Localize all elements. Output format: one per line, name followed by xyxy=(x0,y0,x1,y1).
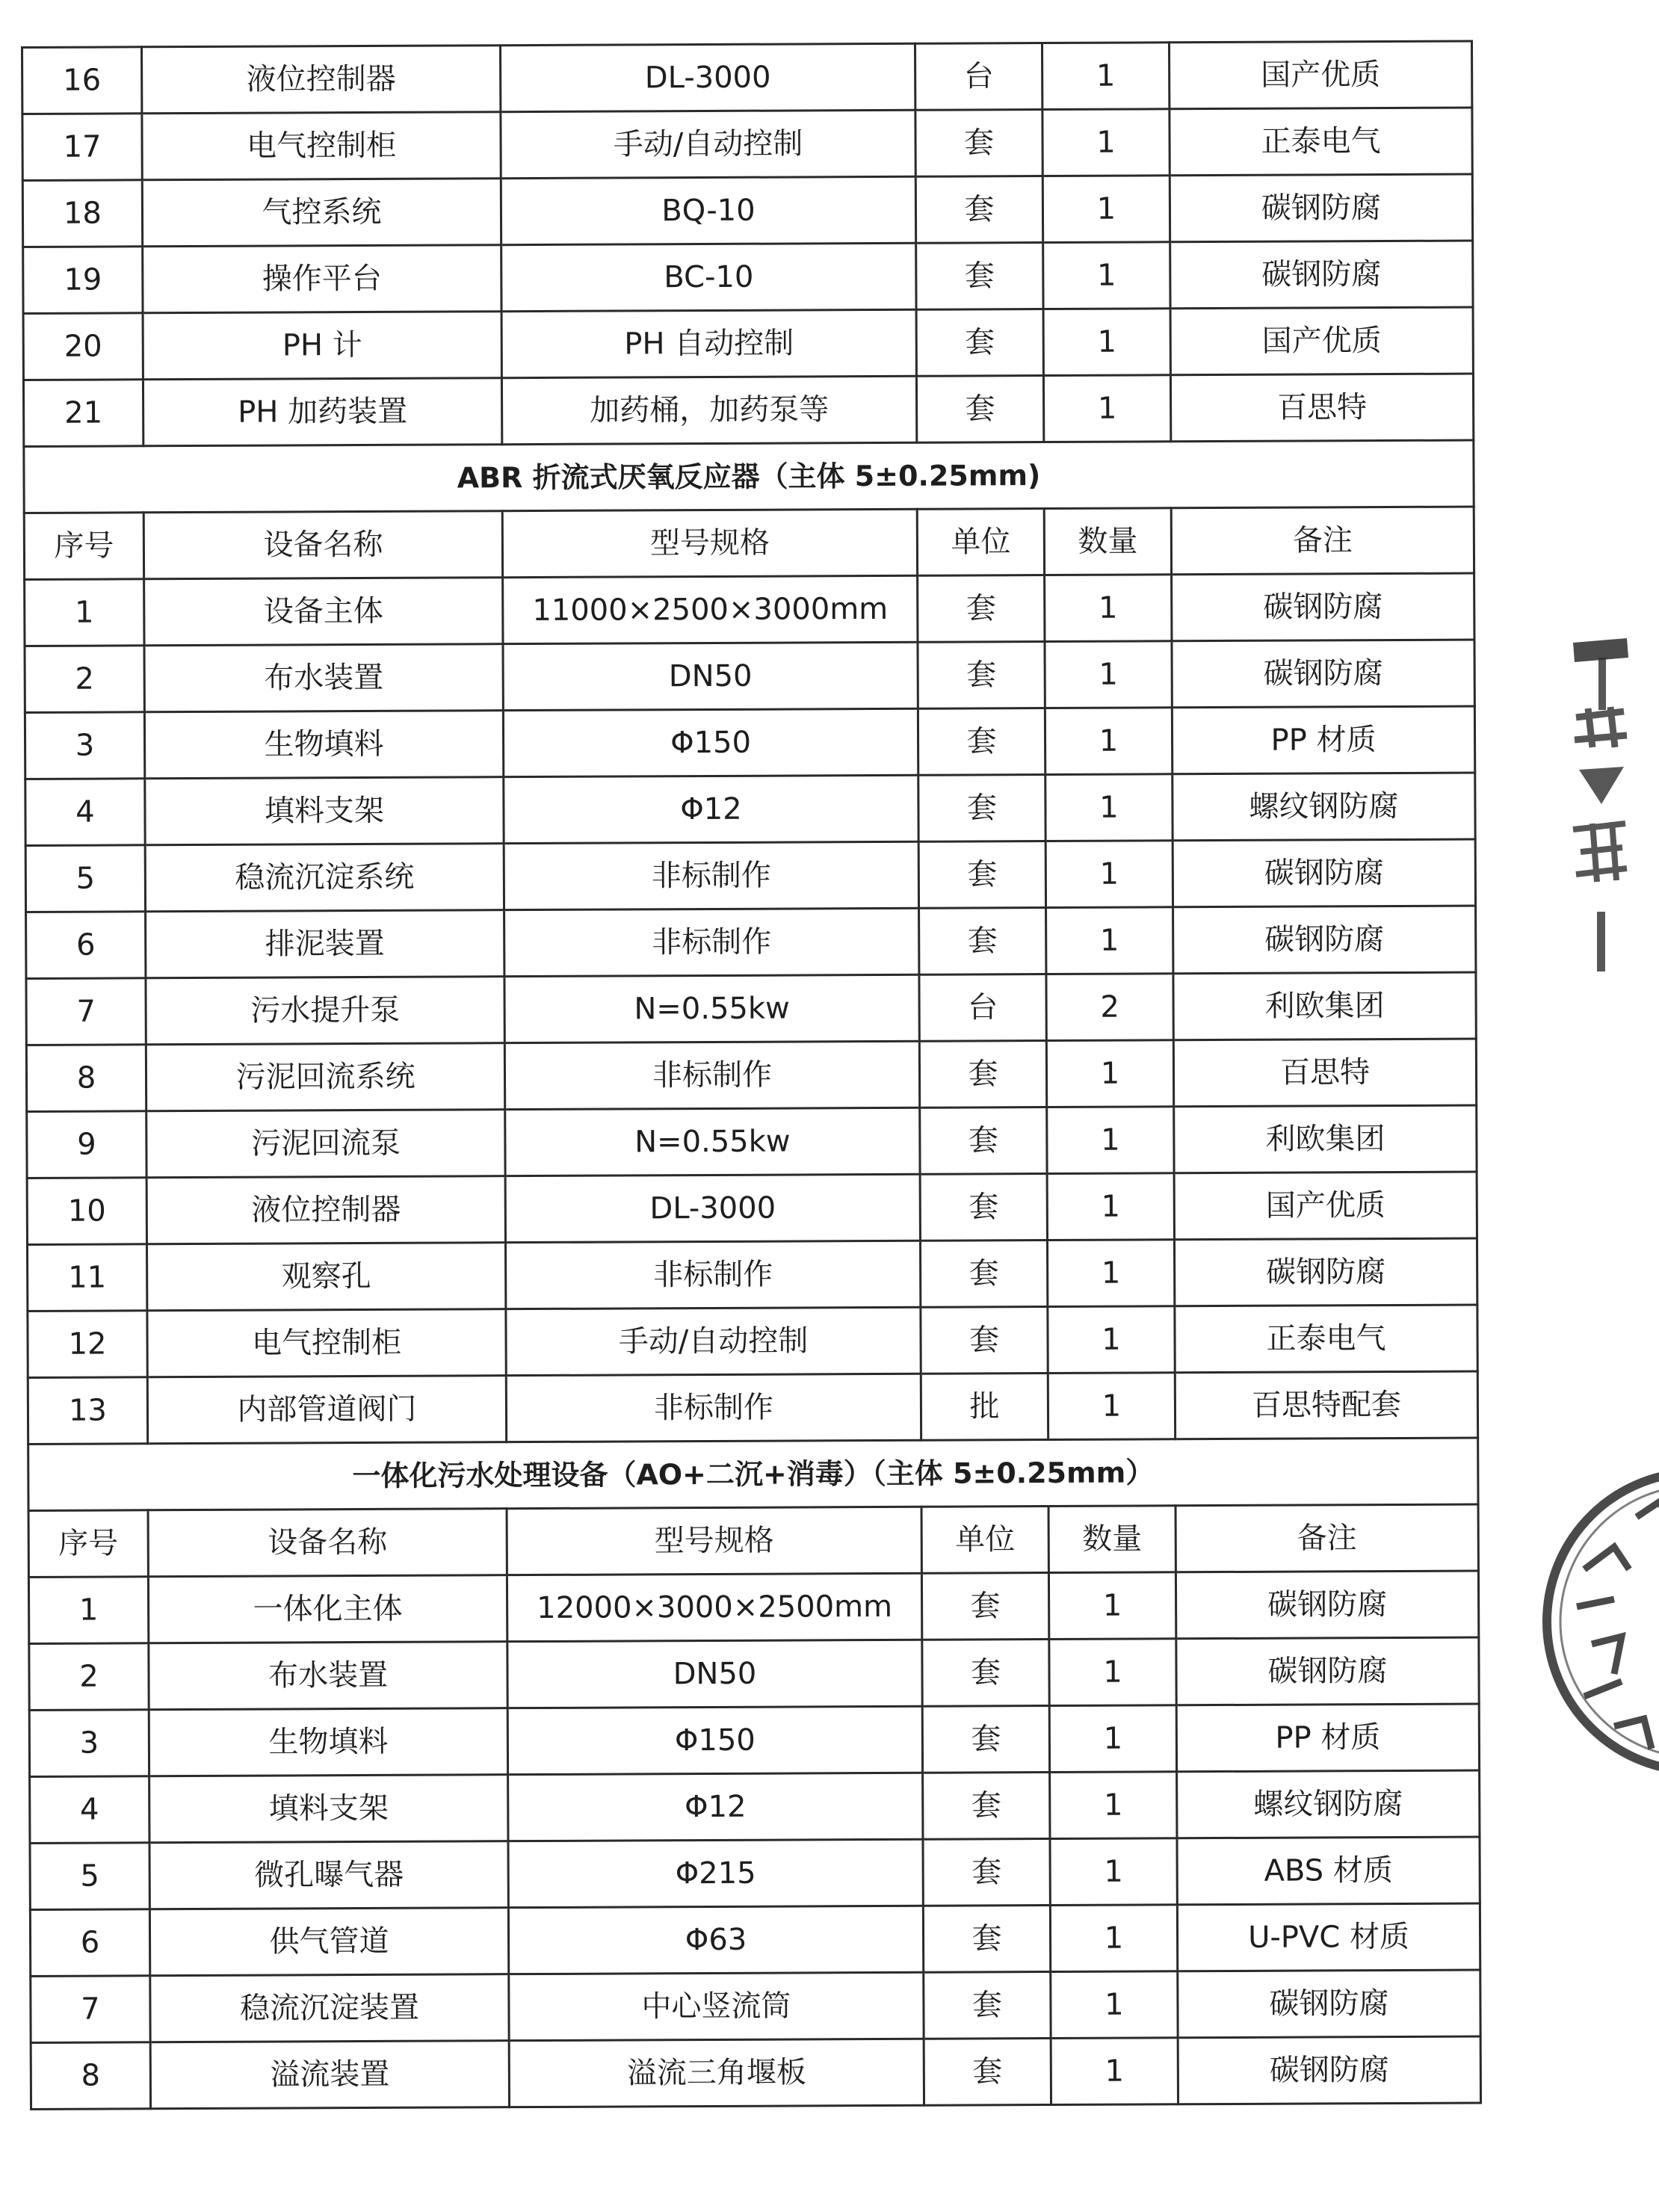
cell-index: 13 xyxy=(28,1377,147,1445)
cell-index: 2 xyxy=(25,646,144,713)
cell-unit: 套 xyxy=(918,708,1045,776)
cell-unit: 批 xyxy=(921,1374,1048,1441)
side-stamp xyxy=(1558,628,1640,986)
cell-name: 污泥回流系统 xyxy=(146,1043,504,1111)
cell-index: 16 xyxy=(22,47,142,114)
table-row xyxy=(28,1305,1477,1377)
cell-remark: 利欧集团 xyxy=(1174,1105,1477,1173)
cell-qty: 1 xyxy=(1042,109,1170,176)
cell-name: 气控系统 xyxy=(142,179,501,247)
cell-index: 12 xyxy=(28,1311,147,1378)
cell-qty: 1 xyxy=(1046,907,1173,974)
cell-qty: 1 xyxy=(1042,43,1169,110)
cell-qty: 1 xyxy=(1045,774,1173,841)
cell-name: PH 计 xyxy=(143,312,501,380)
cell-unit: 套 xyxy=(924,2039,1051,2106)
cell-unit: 台 xyxy=(915,43,1042,111)
cell-qty: 1 xyxy=(1042,176,1170,243)
equipment-table xyxy=(21,40,1482,2110)
cell-name: 电气控制柜 xyxy=(147,1309,506,1377)
cell-name: 内部管道阀门 xyxy=(147,1376,506,1444)
header-cell-spec: 型号规格 xyxy=(502,509,917,577)
cell-unit: 套 xyxy=(918,575,1045,643)
cell-index: 1 xyxy=(25,579,144,646)
cell-remark: U-PVC 材质 xyxy=(1177,1903,1480,1971)
cell-spec: DL-3000 xyxy=(501,43,915,111)
cell-unit: 套 xyxy=(920,1107,1047,1175)
table-row xyxy=(22,174,1472,247)
cell-unit: 套 xyxy=(923,1906,1050,1973)
cell-spec: Φ63 xyxy=(508,1906,923,1974)
cell-remark: 百思特配套 xyxy=(1175,1371,1477,1439)
cell-unit: 套 xyxy=(916,376,1043,443)
cell-qty: 1 xyxy=(1047,1107,1174,1174)
cell-name: 生物填料 xyxy=(144,711,503,779)
cell-spec: DL-3000 xyxy=(505,1174,920,1242)
cell-qty: 1 xyxy=(1050,1772,1177,1839)
cell-name: 电气控制柜 xyxy=(142,112,501,180)
cell-index: 17 xyxy=(22,114,142,181)
cell-remark: 碳钢防腐 xyxy=(1170,174,1472,242)
header-cell-spec: 型号规格 xyxy=(507,1507,921,1575)
cell-qty: 1 xyxy=(1051,2038,1178,2105)
table-row xyxy=(25,706,1474,779)
cell-qty: 1 xyxy=(1043,309,1170,376)
cell-name: 操作平台 xyxy=(143,245,501,313)
cell-spec: BQ-10 xyxy=(501,176,915,244)
table-row xyxy=(31,1970,1480,2042)
cell-qty: 1 xyxy=(1043,375,1170,442)
table-row xyxy=(27,1105,1477,1178)
cell-unit: 套 xyxy=(919,908,1046,975)
cell-remark: 利欧集团 xyxy=(1173,972,1476,1040)
cell-index: 2 xyxy=(29,1643,149,1711)
table-row xyxy=(25,573,1474,646)
cell-spec: N=0.55kw xyxy=(504,974,919,1042)
header-cell-unit: 单位 xyxy=(921,1507,1048,1574)
cell-unit: 套 xyxy=(922,1640,1049,1707)
cell-qty: 1 xyxy=(1049,1705,1176,1773)
section-title-row xyxy=(24,440,1474,513)
cell-name: 液位控制器 xyxy=(142,46,501,114)
cell-remark: 碳钢防腐 xyxy=(1172,573,1474,641)
header-cell-remark: 备注 xyxy=(1171,507,1474,575)
cell-index: 7 xyxy=(26,978,146,1045)
cell-spec: 非标制作 xyxy=(504,1041,919,1109)
table-row xyxy=(22,41,1472,114)
cell-name: 稳流沉淀系统 xyxy=(145,844,504,912)
cell-unit: 套 xyxy=(915,176,1042,244)
table-row xyxy=(23,374,1473,446)
cell-remark: 国产优质 xyxy=(1170,307,1473,375)
table-row xyxy=(30,1837,1480,1909)
cell-index: 1 xyxy=(28,1577,148,1644)
cell-index: 5 xyxy=(30,1843,149,1910)
table-row xyxy=(31,2036,1480,2109)
cell-unit: 套 xyxy=(920,1241,1047,1308)
cell-spec: 非标制作 xyxy=(506,1374,921,1442)
cell-qty: 1 xyxy=(1045,841,1173,908)
cell-qty: 1 xyxy=(1047,1240,1174,1307)
cell-index: 3 xyxy=(29,1710,149,1777)
cell-remark: 碳钢防腐 xyxy=(1178,2036,1480,2104)
cell-qty: 1 xyxy=(1048,1306,1175,1374)
cell-remark: 碳钢防腐 xyxy=(1178,1970,1480,2038)
cell-name: 污水提升泵 xyxy=(146,977,504,1045)
cell-qty: 1 xyxy=(1047,1173,1174,1241)
cell-qty: 1 xyxy=(1050,1838,1177,1906)
cell-remark: 碳钢防腐 xyxy=(1173,906,1476,974)
cell-remark: 碳钢防腐 xyxy=(1176,1637,1479,1705)
table-header-row xyxy=(24,507,1474,579)
cell-index: 8 xyxy=(26,1045,146,1112)
cell-unit: 套 xyxy=(919,1041,1046,1108)
cell-remark: 碳钢防腐 xyxy=(1174,1238,1477,1306)
cell-spec: Φ150 xyxy=(503,708,918,776)
company-seal xyxy=(1532,1457,1659,1786)
cell-remark: PP 材质 xyxy=(1176,1704,1479,1772)
cell-index: 8 xyxy=(31,2042,150,2110)
table-row xyxy=(27,1172,1477,1244)
table-row xyxy=(28,1571,1478,1643)
cell-name: 稳流沉淀装置 xyxy=(150,1974,509,2042)
table-row xyxy=(25,773,1475,845)
table-row xyxy=(29,1704,1479,1776)
cell-spec: 加药桶，加药泵等 xyxy=(501,376,916,444)
section-title: 一体化污水处理设备（AO+二沉+消毒）（主体 5±0.25mm） xyxy=(28,1438,1478,1510)
table-row xyxy=(27,1238,1477,1311)
cell-spec: 溢流三角堰板 xyxy=(509,2039,924,2107)
cell-remark: 百思特 xyxy=(1170,374,1473,442)
cell-unit: 套 xyxy=(921,1307,1048,1374)
section-title: ABR 折流式厌氧反应器（主体 5±0.25mm) xyxy=(24,440,1474,513)
cell-index: 19 xyxy=(23,247,143,314)
cell-unit: 套 xyxy=(920,1174,1047,1241)
header-cell-qty: 数量 xyxy=(1048,1506,1175,1573)
cell-remark: 碳钢防腐 xyxy=(1170,241,1473,309)
cell-name: 微孔曝气器 xyxy=(149,1841,508,1909)
header-cell-unit: 单位 xyxy=(917,509,1044,576)
cell-remark: 螺纹钢防腐 xyxy=(1177,1770,1480,1838)
table-row xyxy=(23,307,1473,380)
cell-unit: 套 xyxy=(915,110,1042,177)
cell-qty: 1 xyxy=(1046,1040,1173,1107)
table-row xyxy=(25,640,1474,712)
section-title-row xyxy=(28,1438,1478,1510)
cell-remark: 百思特 xyxy=(1173,1039,1476,1107)
cell-index: 10 xyxy=(27,1178,146,1245)
cell-unit: 套 xyxy=(918,841,1045,909)
cell-index: 9 xyxy=(27,1111,146,1178)
cell-name: 填料支架 xyxy=(145,777,504,845)
table-row xyxy=(23,241,1473,313)
cell-index: 4 xyxy=(25,779,145,846)
cell-qty: 1 xyxy=(1045,575,1172,642)
header-cell-remark: 备注 xyxy=(1175,1504,1478,1572)
cell-remark: 国产优质 xyxy=(1169,41,1471,109)
table-row xyxy=(26,972,1476,1045)
header-cell-index: 序号 xyxy=(24,513,143,580)
cell-spec: N=0.55kw xyxy=(505,1107,920,1175)
cell-spec: 11000×2500×3000mm xyxy=(503,575,918,643)
header-cell-index: 序号 xyxy=(28,1510,148,1578)
table-header-row xyxy=(28,1504,1478,1577)
cell-name: 设备主体 xyxy=(144,578,503,646)
cell-remark: 碳钢防腐 xyxy=(1172,640,1474,708)
header-cell-qty: 数量 xyxy=(1044,508,1171,575)
cell-spec: Φ12 xyxy=(508,1773,923,1841)
cell-index: 21 xyxy=(23,380,143,447)
cell-index: 5 xyxy=(25,845,145,912)
cell-spec: 非标制作 xyxy=(504,908,919,976)
cell-index: 11 xyxy=(27,1244,146,1312)
cell-remark: 碳钢防腐 xyxy=(1175,1571,1478,1639)
table-row xyxy=(29,1637,1479,1710)
equipment-table-body xyxy=(22,41,1481,2109)
cell-index: 6 xyxy=(26,912,146,979)
table-row xyxy=(26,906,1476,978)
cell-qty: 1 xyxy=(1043,242,1170,309)
cell-name: 布水装置 xyxy=(149,1642,507,1710)
cell-name: 污泥回流泵 xyxy=(146,1110,505,1178)
cell-name: 液位控制器 xyxy=(146,1176,505,1244)
table-row xyxy=(26,1039,1476,1111)
cell-unit: 套 xyxy=(921,1573,1048,1640)
cell-index: 6 xyxy=(30,1909,149,1977)
cell-index: 18 xyxy=(22,180,142,247)
cell-spec: BC-10 xyxy=(501,243,916,311)
header-cell-name: 设备名称 xyxy=(148,1509,507,1577)
cell-remark: PP 材质 xyxy=(1172,706,1474,774)
cell-unit: 套 xyxy=(916,309,1043,377)
cell-remark: ABS 材质 xyxy=(1177,1837,1480,1905)
cell-spec: PH 自动控制 xyxy=(501,309,916,377)
cell-qty: 1 xyxy=(1051,1971,1178,2039)
cell-spec: 手动/自动控制 xyxy=(501,110,915,178)
cell-unit: 套 xyxy=(924,1972,1051,2039)
cell-unit: 套 xyxy=(918,642,1045,709)
cell-name: 溢流装置 xyxy=(150,2041,509,2109)
cell-spec: 中心竖流筒 xyxy=(509,1972,924,2040)
cell-remark: 螺纹钢防腐 xyxy=(1173,773,1475,841)
cell-spec: Φ215 xyxy=(508,1839,923,1907)
header-cell-name: 设备名称 xyxy=(143,511,502,579)
cell-index: 7 xyxy=(31,1976,150,2043)
table-row xyxy=(30,1903,1480,1976)
cell-spec: 非标制作 xyxy=(504,841,918,909)
cell-remark: 碳钢防腐 xyxy=(1173,839,1475,907)
cell-spec: 非标制作 xyxy=(505,1241,920,1309)
cell-spec: Φ12 xyxy=(504,775,918,843)
cell-spec: 手动/自动控制 xyxy=(506,1307,921,1375)
cell-name: 生物填料 xyxy=(149,1708,507,1776)
cell-remark: 国产优质 xyxy=(1174,1172,1477,1240)
table-row xyxy=(28,1371,1477,1444)
cell-qty: 1 xyxy=(1048,1572,1175,1640)
cell-unit: 套 xyxy=(918,775,1045,842)
cell-name: 供气管道 xyxy=(149,1908,508,1976)
cell-name: PH 加药装置 xyxy=(143,378,501,446)
table-row xyxy=(22,108,1472,180)
cell-qty: 2 xyxy=(1046,974,1173,1041)
cell-name: 填料支架 xyxy=(149,1775,508,1843)
equipment-list-page xyxy=(21,40,1480,2110)
cell-spec: Φ150 xyxy=(507,1706,922,1774)
cell-qty: 1 xyxy=(1050,1905,1177,1972)
table-row xyxy=(25,839,1475,912)
cell-spec: DN50 xyxy=(507,1640,922,1708)
cell-remark: 正泰电气 xyxy=(1175,1305,1477,1373)
cell-index: 3 xyxy=(25,712,144,779)
cell-unit: 套 xyxy=(923,1839,1050,1906)
cell-qty: 1 xyxy=(1045,708,1172,775)
cell-index: 4 xyxy=(30,1776,149,1844)
cell-index: 20 xyxy=(23,313,143,380)
cell-spec: 12000×3000×2500mm xyxy=(507,1573,921,1641)
cell-name: 布水装置 xyxy=(144,644,503,712)
cell-remark: 正泰电气 xyxy=(1170,108,1472,176)
cell-name: 一体化主体 xyxy=(148,1575,507,1643)
cell-qty: 1 xyxy=(1049,1639,1176,1706)
cell-qty: 1 xyxy=(1045,641,1172,708)
cell-unit: 套 xyxy=(922,1706,1049,1773)
cell-unit: 套 xyxy=(916,243,1043,310)
cell-unit: 台 xyxy=(919,974,1046,1042)
cell-name: 观察孔 xyxy=(146,1243,505,1311)
cell-spec: DN50 xyxy=(503,642,918,710)
table-row xyxy=(30,1770,1480,1843)
cell-qty: 1 xyxy=(1048,1373,1175,1440)
cell-unit: 套 xyxy=(923,1773,1050,1840)
cell-name: 排泥装置 xyxy=(146,910,504,978)
